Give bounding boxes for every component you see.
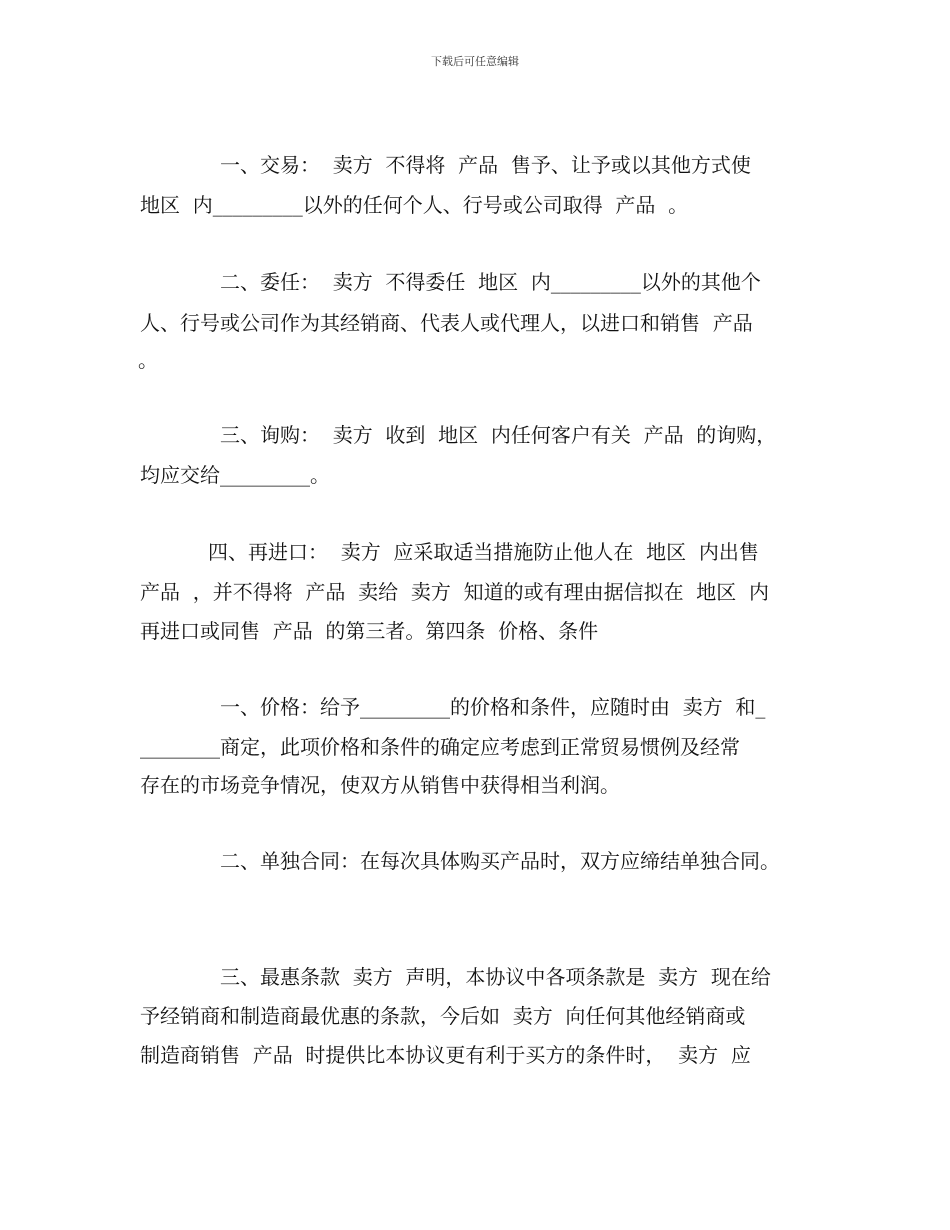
text-line: 四、再进口： 卖方 应采取适当措施防止他人在 地区 内出售 [208, 540, 759, 564]
text-line: 二、委任： 卖方 不得委任 地区 内_________以外的其他个 [220, 270, 761, 294]
text-line: 予经销商和制造商最优惠的条款，今后如 卖方 向任何其他经销商或 [140, 1004, 746, 1028]
text-line: 均应交给_________。 [140, 463, 330, 487]
text-line: 三、询购： 卖方 收到 地区 内任何客户有关 产品 的询购， [220, 423, 777, 447]
text-line: 制造商销售 产品 时提供比本协议更有利于买方的条件时， 卖方 应 [140, 1043, 751, 1067]
page-header: 下载后可任意编辑 [431, 55, 519, 68]
text-line: 一、价格：给予_________的价格和条件，应随时由 卖方 和_ [220, 695, 766, 719]
text-line: 一、交易： 卖方 不得将 产品 售予、让予或以其他方式使 [220, 153, 751, 177]
text-line: 二、单独合同：在每次具体购买产品时，双方应缔结单独合同。 [220, 849, 780, 873]
text-line: 再进口或同售 产品 的第三者。第四条 价格、条件 [140, 619, 599, 643]
text-line: 存在的市场竞争情况，使双方从销售中获得相当利润。 [140, 773, 620, 797]
text-line: ________商定，此项价格和条件的确定应考虑到正常贸易惯例及经常 [140, 735, 740, 759]
text-line: 产品 ，并不得将 产品 卖给 卖方 知道的或有理由据信拟在 地区 内 [140, 580, 770, 604]
text-line: 人、行号或公司作为其经销商、代表人或代理人，以进口和销售 产品 [140, 311, 753, 335]
text-line: 地区 内_________以外的任何个人、行号或公司取得 产品 。 [140, 193, 689, 217]
text-line: 。 [138, 348, 158, 372]
text-line: 三、最惠条款 卖方 声明，本协议中各项条款是 卖方 现在给 [220, 965, 771, 989]
